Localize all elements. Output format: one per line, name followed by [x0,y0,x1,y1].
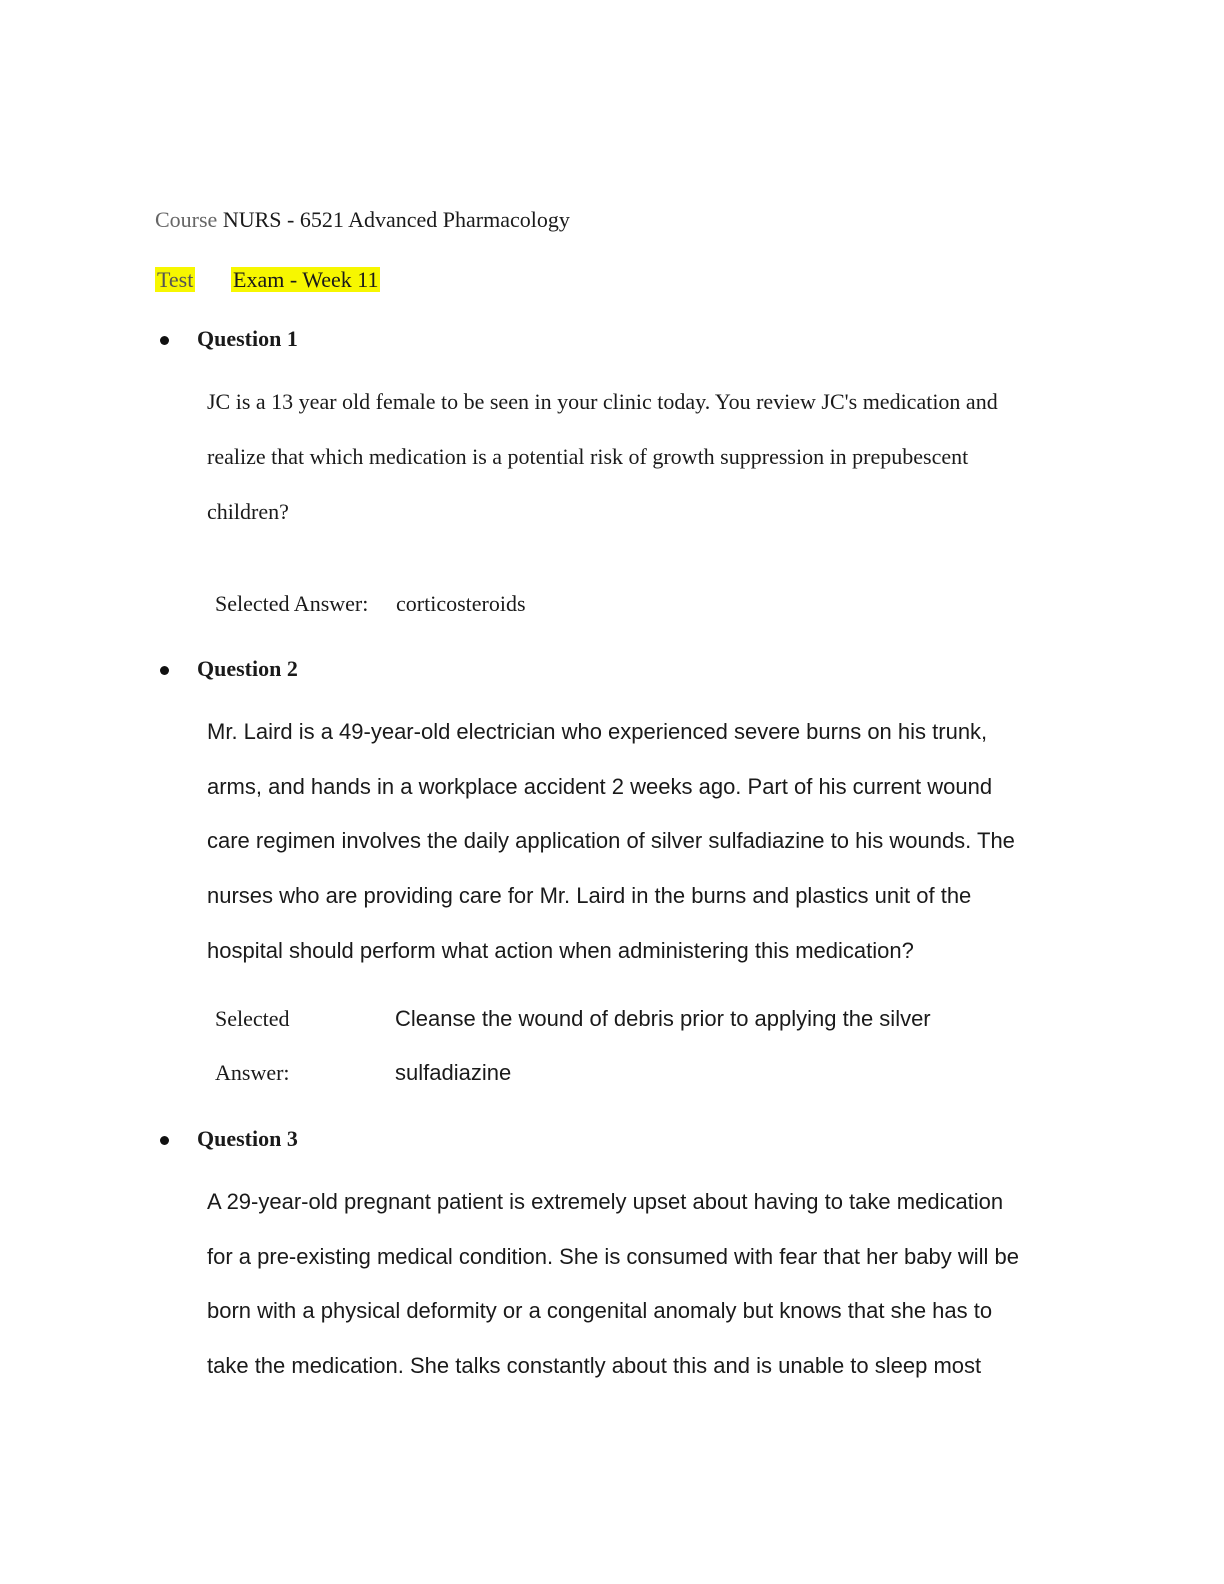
question-1-text-line: JC is a 13 year old female to be seen in your clinic today. You review JC's medication and [207,389,998,414]
question-3-text-line: born with a physical deformity or a congenital anomaly but knows that she has to [207,1298,993,1323]
question-3-title: Question 3 [197,1126,298,1151]
question-2-text-line: nurses who are providing care for Mr. Laird in the burns and plastics unit of the [207,883,972,908]
question-2-selected-answer: Cleanse the wound of debris prior to applying the silver [395,1006,931,1031]
question-1-text-line: children? [207,499,289,524]
question-1-selected-answer: corticosteroids [396,591,526,616]
bullet-icon [160,1136,169,1145]
test-row [155,266,195,294]
question-3-text-line: for a pre-existing medical condition. She is consumed with fear that her baby will be [207,1244,1019,1269]
course-value: NURS - 6521 Advanced Pharmacology [222,207,570,232]
question-3-text-line: A 29-year-old pregnant patient is extremely upset about having to take medication [207,1189,1004,1214]
question-2-text-line: Mr. Laird is a 49-year-old electrician who experienced severe burns on his trunk, [207,719,988,744]
question-3-text-line: take the medication. She talks constantly about this and is unable to sleep most [207,1353,982,1378]
test-value: Exam - Week 11 [233,267,379,292]
bullet-icon [160,336,169,345]
question-2-text-line: care regimen involves the daily application of silver sulfadiazine to his wounds. The [207,828,1015,853]
question-1-text-line: realize that which medication is a potential risk of growth suppression in prepubescent [207,444,969,469]
question-2-selected-label: Answer: [215,1060,290,1085]
test-label: Test [157,267,194,292]
question-1-title: Question 1 [197,326,298,351]
question-2-selected-label: Selected [215,1006,290,1031]
question-2-selected-answer: sulfadiazine [395,1060,512,1085]
question-2-text-line: arms, and hands in a workplace accident 2 weeks ago. Part of his current wound [207,774,993,799]
question-2-text-line: hospital should perform what action when administering this medication? [207,938,914,963]
bullet-icon [160,666,169,675]
course-row [155,206,570,234]
question-1-selected-label: Selected Answer: [215,591,369,616]
question-2-title: Question 2 [197,656,298,681]
course-label: Course [155,207,218,232]
test-value-row [231,266,380,294]
